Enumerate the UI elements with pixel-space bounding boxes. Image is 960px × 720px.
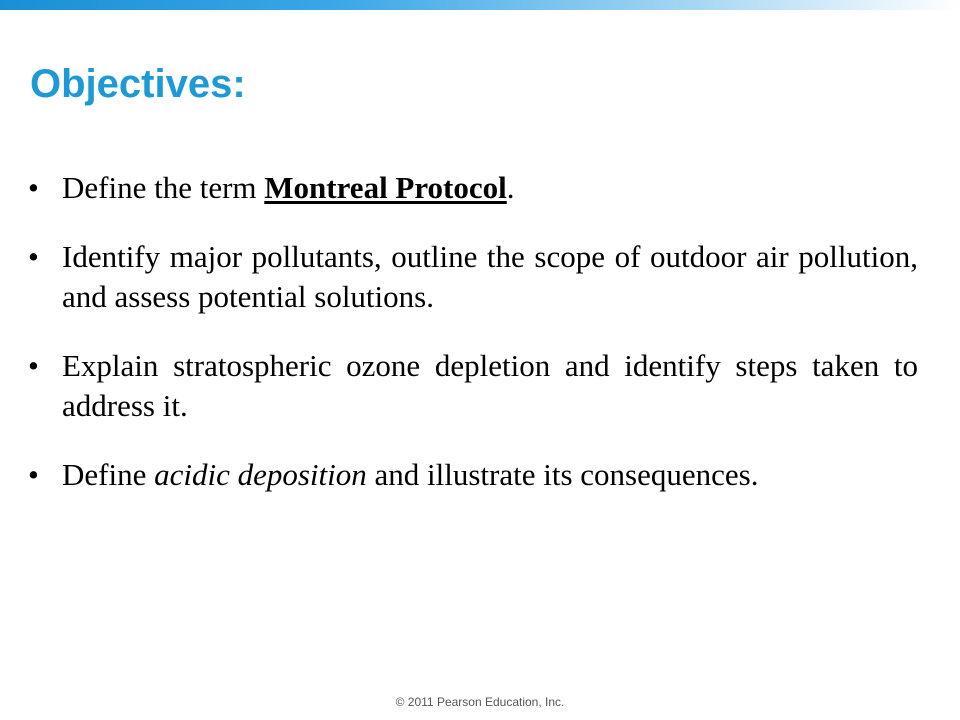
term-montreal-protocol: Montreal Protocol [264, 170, 507, 205]
bullet-item [28, 346, 918, 426]
copyright-footer: © 2011 Pearson Education, Inc. [395, 695, 565, 709]
bullet-text-pre: Define [62, 457, 155, 492]
bullet-item [28, 168, 918, 208]
bullet-text-post: . [506, 170, 515, 205]
bullet-text-pre: Define the term [62, 170, 265, 205]
objectives-list [28, 168, 918, 524]
slide-title: Objectives: [30, 62, 246, 106]
bullet-text: Identify major pollutants, outline the scope of outdoor air pollution, and assess potential solutions. [62, 239, 918, 314]
bullet-marker: • [28, 457, 39, 492]
bullet-text-post: and illustrate its consequences. [366, 457, 759, 492]
bullet-item [28, 455, 918, 495]
term-acidic-deposition: acidic deposition [154, 457, 367, 492]
top-accent-bar [0, 0, 960, 10]
bullet-marker: • [28, 348, 39, 383]
bullet-item [28, 237, 918, 317]
bullet-marker: • [28, 170, 39, 205]
bullet-text: Explain stratospheric ozone depletion and identify steps taken to address it. [62, 348, 918, 423]
bullet-marker: • [28, 239, 39, 274]
